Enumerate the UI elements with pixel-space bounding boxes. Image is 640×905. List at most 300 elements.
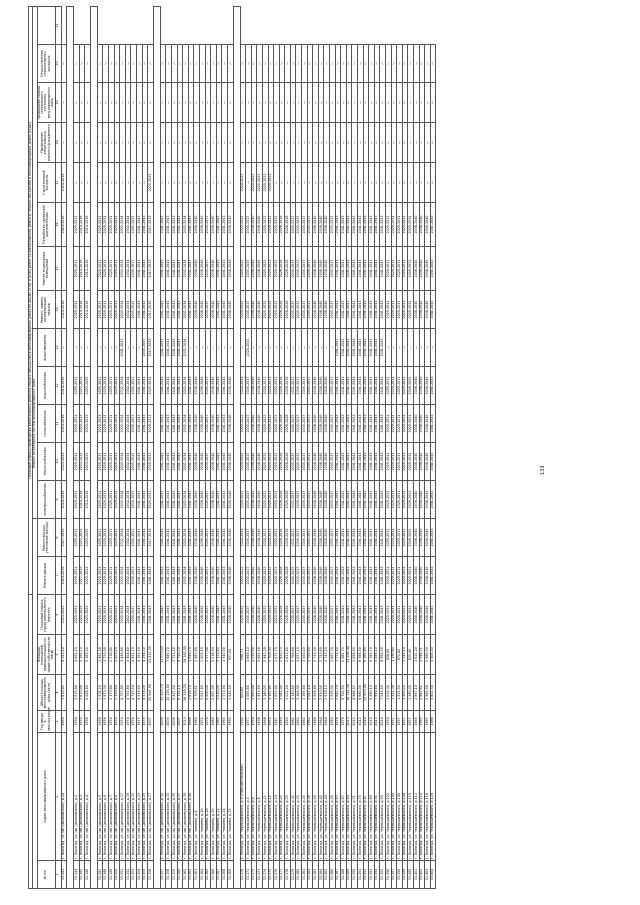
period-cell: — — [114, 163, 120, 203]
column-number: 17 — [55, 163, 61, 203]
period-cell: 2020-2022 — [262, 163, 268, 203]
period-cell: 2020-2022 — [262, 291, 268, 329]
period-cell: 2035-2037 — [246, 557, 252, 595]
period-cell: 2038-2040 — [419, 519, 425, 557]
period-cell: — — [109, 163, 115, 203]
period-cell: — — [285, 83, 291, 123]
section-separator-cell — [233, 6, 240, 888]
period-cell: 2029-2031 — [74, 595, 80, 635]
period-cell: — — [188, 329, 194, 367]
period-cell: 2029-2031 — [97, 557, 103, 595]
period-cell: 2038-2040 — [251, 595, 257, 635]
address-cell: г. Вологда, ул. им Циолковского, д.5 — [97, 733, 103, 861]
period-cell: 2038-2040 — [313, 405, 319, 443]
period-cell: — — [425, 45, 431, 83]
period-cell: 2041-2043 — [358, 443, 364, 481]
period-cell: — — [216, 123, 222, 163]
period-cell: 2035-2037 — [296, 595, 302, 635]
period-cell: 2041-2043 — [341, 291, 347, 329]
period-cell: 2041-2043 — [177, 203, 183, 247]
period-cell: 2041-2043 — [430, 557, 436, 595]
period-cell: 2035-2037 — [302, 247, 308, 291]
period-cell: 2035-2037 — [290, 519, 296, 557]
period-cell: — — [391, 163, 397, 203]
address-cell: г. Вологда, ул. им Циолковского, д.23 — [137, 733, 143, 861]
period-cell: 2041-2043 — [160, 203, 166, 247]
owned-area-cell: 2 713,60 — [318, 635, 324, 675]
period-cell: 2041-2043 — [142, 443, 148, 481]
year-cell: 1945 — [285, 711, 291, 733]
period-cell: 2029-2031 — [109, 291, 115, 329]
period-cell: 2029-2031 — [74, 405, 80, 443]
year-cell: 1957 — [391, 711, 397, 733]
period-cell: — — [374, 83, 380, 123]
period-cell: 2020-2022 — [268, 519, 274, 557]
period-cell: 2032-2034 — [183, 405, 189, 443]
column-number: 5 — [55, 635, 61, 675]
period-cell: 2032-2034 — [125, 443, 131, 481]
period-cell: 2041-2043 — [341, 405, 347, 443]
period-cell: 2023-2025 — [79, 443, 85, 481]
period-cell: 2041-2043 — [374, 481, 380, 519]
period-cell: — — [199, 123, 205, 163]
period-cell: 2029-2031 — [103, 367, 109, 405]
period-cell: 2038-2040 — [227, 247, 233, 291]
period-cell: — — [79, 329, 85, 367]
period-cell: 2020-2022 — [268, 163, 274, 203]
period-cell: 2041-2043 — [142, 203, 148, 247]
period-cell: — — [419, 123, 425, 163]
period-cell: — — [307, 123, 313, 163]
period-cell: 2038-2040 — [313, 519, 319, 557]
period-cell: 2035-2037 — [330, 367, 336, 405]
period-cell: — — [246, 123, 252, 163]
period-cell: 2029-2031 — [109, 557, 115, 595]
period-cell: 2038-2040 — [227, 291, 233, 329]
year-cell: 1933 — [240, 711, 246, 733]
period-cell: 2026-2028 — [279, 203, 285, 247]
period-cell: 2035-2037 — [205, 291, 211, 329]
total-area-cell: 2 978,10 — [324, 675, 330, 711]
period-cell: 2020-2022 — [268, 247, 274, 291]
period-cell: 2038-2040 — [199, 443, 205, 481]
period-cell: — — [324, 45, 330, 83]
period-cell: 2023-2025 — [61, 443, 67, 481]
address-cell: г. Вологда, ул. Чапаева, д.18 — [205, 733, 211, 861]
period-cell: — — [318, 163, 324, 203]
period-cell: — — [148, 83, 154, 123]
period-cell: — — [324, 83, 330, 123]
period-cell: — — [240, 329, 246, 367]
period-cell: 2038-2040 — [257, 247, 263, 291]
period-cell: — — [74, 329, 80, 367]
year-cell: 1956 — [103, 711, 109, 733]
section-separator-cell — [153, 6, 160, 888]
period-cell: 2041-2043 — [335, 203, 341, 247]
period-cell: 2029-2031 — [74, 481, 80, 519]
period-cell: 2041-2043 — [137, 481, 143, 519]
total-area-cell: 15 303,70 — [160, 675, 166, 711]
period-cell: 2038-2040 — [318, 557, 324, 595]
period-cell: — — [142, 45, 148, 83]
total-area-cell: 4 986,52 — [352, 675, 358, 711]
period-cell: 2029-2031 — [391, 405, 397, 443]
owned-area-cell: 2 546,71 — [419, 635, 425, 675]
column-number: 7 — [55, 557, 61, 595]
period-cell: 2035-2037 — [205, 443, 211, 481]
period-cell: 2041-2043 — [380, 329, 386, 367]
address-cell: г. Вологда, ул. Чернышевского, д.49 — [330, 733, 336, 861]
column-header: Проведение оценки технического состояния многоквартирного дома — [37, 83, 55, 123]
section-separator — [233, 6, 240, 888]
total-area-cell: 4 757,60 — [125, 675, 131, 711]
period-cell: — — [205, 163, 211, 203]
period-cell: 2032-2034 — [120, 519, 126, 557]
period-cell: — — [335, 123, 341, 163]
period-cell: — — [341, 163, 347, 203]
period-cell: 2041-2043 — [142, 557, 148, 595]
section-separator — [153, 6, 160, 888]
row-number: 33.402 — [419, 861, 425, 889]
row-number: 33.399 — [402, 861, 408, 889]
period-cell: 2038-2040 — [313, 481, 319, 519]
period-cell: 2032-2034 — [125, 595, 131, 635]
period-cell: 2041-2043 — [346, 291, 352, 329]
period-cell: 2026-2028 — [279, 443, 285, 481]
period-cell: 2032-2034 — [125, 405, 131, 443]
period-cell: 2041-2043 — [142, 595, 148, 635]
period-cell: 2020-2022 — [268, 595, 274, 635]
period-cell: 2035-2037 — [131, 595, 137, 635]
period-cell: 2041-2043 — [352, 203, 358, 247]
table-body — [61, 6, 436, 888]
period-cell: 2029-2031 — [103, 519, 109, 557]
column-number: 10 — [55, 443, 61, 481]
period-cell: 2041-2043 — [188, 481, 194, 519]
period-cell: 2038-2040 — [257, 557, 263, 595]
column-header: Плановый период (срок) капитального ремонта — [37, 595, 55, 635]
row-number: 33.387 — [335, 861, 341, 889]
address-cell: г. Вологда, ул. им Циолковского, д.25 — [142, 733, 148, 861]
period-cell: 2038-2040 — [199, 203, 205, 247]
period-cell: 2014-2016 — [79, 481, 85, 519]
period-cell: — — [290, 123, 296, 163]
period-cell: — — [274, 83, 280, 123]
period-cell: 2020-2022 — [268, 367, 274, 405]
column-number: 21 — [55, 6, 61, 44]
column-header: Ремонт, замена, модернизация лифтов — [37, 291, 55, 329]
total-area-cell: 8 680,00 — [358, 675, 364, 711]
owned-area-cell: 2 942,20 — [262, 635, 268, 675]
period-cell: 2041-2043 — [369, 405, 375, 443]
period-cell: — — [430, 45, 436, 83]
period-cell: — — [290, 329, 296, 367]
period-cell: 2020-2022 — [274, 481, 280, 519]
period-cell: 2038-2040 — [257, 291, 263, 329]
period-cell: — — [183, 45, 189, 83]
year-cell: 1972 — [199, 711, 205, 733]
period-cell: 2041-2043 — [341, 329, 347, 367]
year-cell: 1965 — [222, 711, 228, 733]
period-cell: 2035-2037 — [246, 203, 252, 247]
period-cell: 2029-2031 — [385, 405, 391, 443]
year-cell: 1958 — [257, 711, 263, 733]
address-cell: г. Вологда, ул. Чапаева, д.20 — [211, 733, 217, 861]
period-cell: — — [125, 123, 131, 163]
period-cell: — — [172, 83, 178, 123]
period-cell: 2035-2037 — [205, 519, 211, 557]
total-area-cell: 1 973,30 — [103, 675, 109, 711]
address-cell: г. Вологда, ул. Чернышевского, д.71 — [352, 733, 358, 861]
row-number: 33.379 — [290, 861, 296, 889]
period-cell: 2041-2043 — [380, 291, 386, 329]
year-cell: 1962 — [290, 711, 296, 733]
period-cell: 2038-2040 — [211, 367, 217, 405]
period-cell: — — [402, 45, 408, 83]
period-cell: — — [330, 123, 336, 163]
period-cell: 2041-2043 — [166, 367, 172, 405]
period-cell: 2041-2043 — [222, 595, 228, 635]
period-cell: — — [257, 123, 263, 163]
period-cell: 2014-2016 — [61, 481, 67, 519]
owned-area-cell: 1 481,00 — [97, 635, 103, 675]
column-header: газоснабжения — [37, 405, 55, 443]
period-cell: 2035-2037 — [307, 291, 313, 329]
period-cell: 2029-2031 — [402, 367, 408, 405]
period-cell: 2035-2037 — [307, 443, 313, 481]
period-cell: 2041-2043 — [120, 329, 126, 367]
period-cell: — — [188, 123, 194, 163]
period-cell: 2041-2043 — [160, 405, 166, 443]
address-cell: г. Вологда, ул. Чернышевского, д.93 — [380, 733, 386, 861]
total-area-cell: 3 021,20 — [285, 675, 291, 711]
period-cell: 2029-2031 — [397, 291, 403, 329]
period-cell: 2038-2040 — [318, 367, 324, 405]
period-cell: 2029-2031 — [114, 367, 120, 405]
period-cell: — — [97, 45, 103, 83]
row-number: 33.356 — [148, 861, 154, 889]
period-cell: — — [290, 163, 296, 203]
period-cell: 2029-2031 — [391, 367, 397, 405]
period-cell: — — [222, 45, 228, 83]
period-cell: 2041-2043 — [335, 519, 341, 557]
period-cell: 2041-2043 — [369, 247, 375, 291]
period-cell: 2041-2043 — [346, 557, 352, 595]
period-cell: 2038-2040 — [194, 595, 200, 635]
period-cell: 2029-2031 — [74, 291, 80, 329]
period-cell: 2029-2031 — [402, 291, 408, 329]
period-cell: — — [430, 83, 436, 123]
registry-table — [28, 6, 436, 889]
period-cell: 2041-2043 — [222, 557, 228, 595]
period-cell: 2041-2043 — [172, 557, 178, 595]
address-cell: г. Вологда, ул. Чернышевского, д.106 — [397, 733, 403, 861]
period-cell: 2041-2043 — [374, 291, 380, 329]
period-cell: 2041-2043 — [166, 481, 172, 519]
period-cell: 2038-2040 — [318, 203, 324, 247]
period-cell: 2038-2040 — [419, 291, 425, 329]
row-number: 33.345 — [79, 861, 85, 889]
period-cell: 2038-2040 — [257, 595, 263, 635]
period-cell: — — [74, 83, 80, 123]
address-cell: г. Вологда, ул. им Циолковского, д.31 — [160, 733, 166, 861]
period-cell: 2038-2040 — [324, 247, 330, 291]
period-cell: — — [172, 123, 178, 163]
period-cell: 2035-2037 — [302, 203, 308, 247]
period-cell: 2026-2028 — [285, 291, 291, 329]
period-cell: — — [131, 329, 137, 367]
period-cell: — — [183, 83, 189, 123]
owned-area-cell: 3 057,10 — [296, 635, 302, 675]
owned-area-cell: 288,71 — [240, 635, 246, 675]
period-cell: 2029-2031 — [114, 595, 120, 635]
row-number: 33.386 — [330, 861, 336, 889]
row-number: 33.362 — [188, 861, 194, 889]
row-number: 33.343 — [61, 861, 67, 889]
period-cell: 2017-2019 — [79, 557, 85, 595]
period-cell: 2032-2034 — [125, 203, 131, 247]
year-cell: 1978 — [335, 711, 341, 733]
period-cell: — — [246, 83, 252, 123]
period-cell: 2038-2040 — [324, 443, 330, 481]
period-cell: — — [402, 123, 408, 163]
column-number: 6 — [55, 595, 61, 635]
column-header: Адрес многоквартирного дома — [37, 733, 55, 861]
owned-area-cell: 957,60 — [227, 635, 233, 675]
period-cell: — — [79, 123, 85, 163]
period-cell: 2029-2031 — [114, 291, 120, 329]
period-cell: — — [279, 83, 285, 123]
owned-area-cell: 5 169,00 — [85, 635, 91, 675]
period-cell: — — [313, 163, 319, 203]
period-cell: 2038-2040 — [199, 291, 205, 329]
period-cell: 2038-2040 — [313, 367, 319, 405]
period-cell: 2041-2043 — [363, 443, 369, 481]
period-cell: 2041-2043 — [166, 405, 172, 443]
period-cell: 2041-2043 — [188, 367, 194, 405]
period-cell: — — [194, 45, 200, 83]
period-cell: 2014-2016 — [61, 203, 67, 247]
column-number: 9 — [55, 481, 61, 519]
period-cell: 2032-2034 — [120, 557, 126, 595]
period-cell: 2038-2040 — [211, 595, 217, 635]
period-cell: 2029-2031 — [148, 481, 154, 519]
period-cell: 2041-2043 — [374, 557, 380, 595]
address-cell: г. Вологда, ул. Чернышевского, д.69 — [346, 733, 352, 861]
owned-area-cell: 7 723,50 — [172, 635, 178, 675]
total-area-cell: 7 045,50 — [380, 675, 386, 711]
year-cell: 1993 — [227, 711, 233, 733]
period-cell: 2041-2043 — [380, 481, 386, 519]
period-cell: — — [268, 123, 274, 163]
period-cell: 2041-2043 — [352, 443, 358, 481]
period-cell: 2020-2022 — [257, 163, 263, 203]
period-cell: 2038-2040 — [194, 203, 200, 247]
period-cell: — — [313, 45, 319, 83]
year-cell: 1956 — [74, 711, 80, 733]
period-cell: 2032-2034 — [120, 291, 126, 329]
row-number: 33.348 — [103, 861, 109, 889]
period-cell: — — [240, 83, 246, 123]
period-cell: 2041-2043 — [369, 367, 375, 405]
period-cell: 2041-2043 — [188, 519, 194, 557]
period-cell: 2029-2031 — [397, 595, 403, 635]
year-cell: 1948 — [262, 711, 268, 733]
period-cell: — — [97, 329, 103, 367]
period-cell: 2038-2040 — [211, 481, 217, 519]
period-cell: 2035-2037 — [290, 557, 296, 595]
period-cell: — — [120, 45, 126, 83]
period-cell: 2038-2040 — [227, 481, 233, 519]
period-cell: 2041-2043 — [352, 291, 358, 329]
period-cell: 2041-2043 — [430, 247, 436, 291]
period-cell: — — [194, 329, 200, 367]
period-cell: 2041-2043 — [177, 481, 183, 519]
period-cell: 2017-2019 — [148, 247, 154, 291]
total-area-cell: 2 533,90 — [222, 675, 228, 711]
column-number: 19 — [55, 83, 61, 123]
row-number: 33.401 — [413, 861, 419, 889]
period-cell: 2014-2016 — [79, 247, 85, 291]
owned-area-cell: 9 165,80 — [363, 635, 369, 675]
period-cell: — — [413, 123, 419, 163]
period-cell: 2029-2031 — [74, 519, 80, 557]
period-cell: 2035-2037 — [302, 443, 308, 481]
period-cell: — — [85, 45, 91, 83]
period-cell: 2035-2037 — [307, 405, 313, 443]
period-cell: 2038-2040 — [194, 443, 200, 481]
period-cell: 2038-2040 — [194, 367, 200, 405]
period-cell: — — [313, 329, 319, 367]
period-cell: — — [391, 329, 397, 367]
period-cell: 2029-2031 — [408, 291, 414, 329]
address-cell: г. Вологда, ул. им Циолковского, д.40 — [188, 733, 194, 861]
owned-area-cell: 2 671,70 — [274, 635, 280, 675]
owned-area-cell: 2 792,60 — [307, 635, 313, 675]
period-cell: 2038-2040 — [425, 247, 431, 291]
owned-area-cell: 4 720,70 — [177, 635, 183, 675]
period-cell: — — [363, 123, 369, 163]
period-cell: 2023-2025 — [79, 405, 85, 443]
period-cell: 2041-2043 — [358, 405, 364, 443]
owned-area-cell: 2 100,10 — [302, 635, 308, 675]
period-cell: 2041-2043 — [222, 405, 228, 443]
period-cell: — — [211, 123, 217, 163]
period-cell: 2029-2031 — [402, 203, 408, 247]
period-cell: 2041-2043 — [369, 481, 375, 519]
period-cell: 2029-2031 — [103, 557, 109, 595]
period-cell: 2041-2043 — [341, 481, 347, 519]
period-cell: 2041-2043 — [341, 203, 347, 247]
period-cell: 2035-2037 — [131, 291, 137, 329]
period-cell: — — [413, 45, 419, 83]
period-cell: 2029-2031 — [97, 367, 103, 405]
period-cell: 2035-2037 — [290, 405, 296, 443]
period-cell: — — [307, 83, 313, 123]
period-cell: 2038-2040 — [227, 367, 233, 405]
period-cell: 2038-2040 — [313, 443, 319, 481]
period-cell: 2032-2034 — [120, 367, 126, 405]
period-cell: 2041-2043 — [172, 291, 178, 329]
total-area-cell: 1 511,30 — [391, 675, 397, 711]
period-cell: 2038-2040 — [211, 247, 217, 291]
period-cell: 2029-2031 — [103, 405, 109, 443]
period-cell: 2041-2043 — [374, 595, 380, 635]
address-cell: г. Вологда, ул. им Циолковского, д.6 — [103, 733, 109, 861]
column-header: Ремонт подвальных помещений — [37, 247, 55, 291]
owned-area-cell: 828,60 — [385, 635, 391, 675]
period-cell: 2020-2022 — [268, 481, 274, 519]
